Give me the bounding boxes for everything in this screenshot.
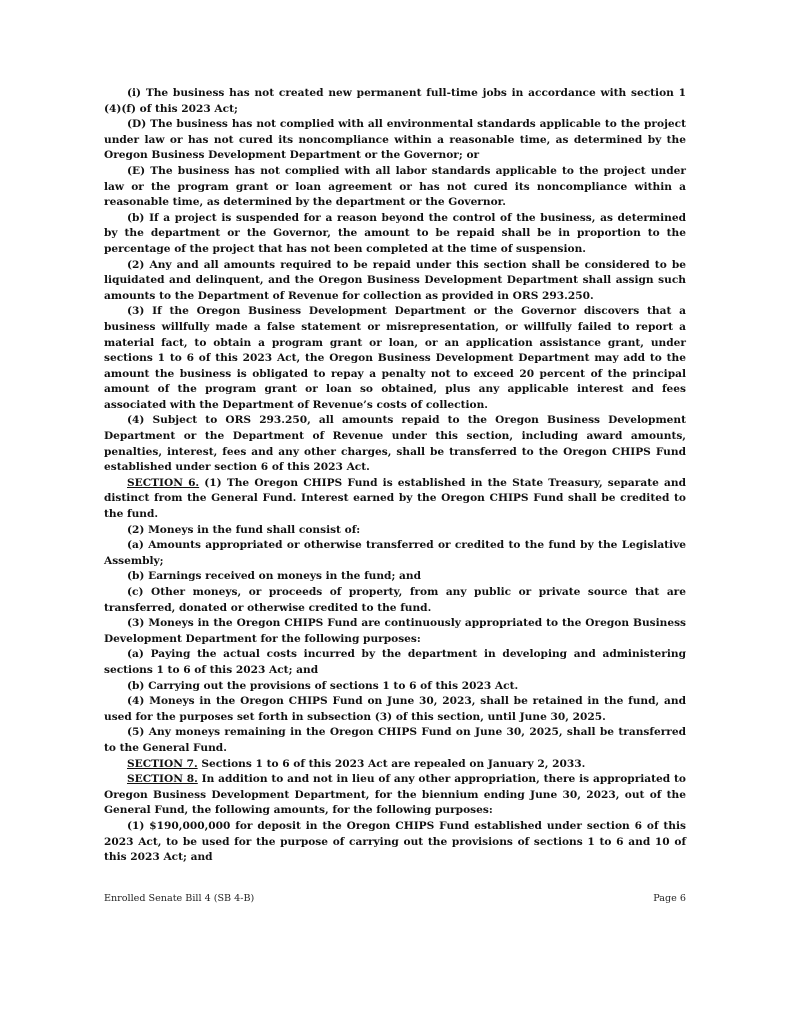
- section-heading: SECTION 8.: [127, 773, 198, 786]
- paragraph-text: (E) The business has not complied with all labor standards applicable to the project under law or the program grant or loan agreement or has not cured its noncompliance within a reasonable time, as determined by the department or the Governor.: [104, 164, 686, 209]
- paragraph-text: (4) Subject to ORS 293.250, all amounts repaid to the Oregon Business Development Department or the Department of Revenue under this section, including award amounts, penalties, interest, fees and any other charges, shall be transferred to the Oregon CHIPS Fund established under section 6 of this 2023 Act.: [104, 414, 686, 474]
- section-heading: SECTION 6.: [127, 476, 200, 489]
- section-paragraph: [104, 757, 686, 773]
- paragraph: [104, 413, 686, 475]
- paragraph: [104, 304, 686, 413]
- paragraph: [104, 616, 686, 647]
- paragraph-text: In addition to and not in lieu of any other appropriation, there is appropriated to Oregon Business Development Department, for the biennium ending June 30, 2023, out of the General Fund, the following amounts, for the following purposes:: [104, 773, 686, 817]
- section-paragraph: [104, 772, 686, 819]
- paragraph-text: (2) Any and all amounts required to be repaid under this section shall be considered to be liquidated and delinquent, and the Oregon Business Development Department shall assign such amounts to the Department of Revenue for collection as provided in ORS 293.250.: [104, 258, 686, 302]
- paragraph-text: (3) If the Oregon Business Development Department or the Governor discovers that a business willfully made a false statement or misrepresentation, or willfully failed to report a material fact, to obtain a program grant or loan, or an application assistance grant, under sections 1 to 6 of this 2023 Act, the Oregon Business Development Department may add to the amount the business is obligated to repay a penalty not to exceed 20 percent of the principal amount of the program grant or loan so obtained, plus any applicable interest and fees associated with the Department of Revenue’s costs of collection.: [104, 305, 686, 411]
- paragraph: [104, 585, 686, 616]
- paragraph-text: (1) The Oregon CHIPS Fund is established in the State Treasury, separate and distinct from the General Fund. Interest earned by the Oregon CHIPS Fund shall be credited to the fund.: [104, 476, 686, 521]
- paragraph: [104, 258, 686, 305]
- paragraph-text: (b) Carrying out the provisions of sections 1 to 6 of this 2023 Act.: [127, 679, 519, 692]
- paragraph-text: (a) Paying the actual costs incurred by the department in developing and administering sections 1 to 6 of this 2023 Act; and: [104, 648, 686, 676]
- section-heading: SECTION 7.: [127, 757, 198, 770]
- paragraph: [104, 694, 686, 725]
- paragraph: [104, 211, 686, 258]
- paragraph-text: (D) The business has not complied with all environmental standards applicable to the project under law or has not cured its noncompliance within a reasonable time, as determined by the Oregon Business Development Department or the Governor; or: [104, 118, 686, 162]
- paragraph: [104, 86, 686, 117]
- paragraph: [104, 725, 686, 756]
- paragraph-text: (2) Moneys in the fund shall consist of:: [127, 523, 361, 536]
- document-page: [104, 86, 686, 866]
- paragraph-text: (b) Earnings received on moneys in the fund; and: [127, 570, 422, 583]
- paragraph: [104, 164, 686, 211]
- paragraph: [104, 679, 686, 695]
- paragraph-text: (c) Other moneys, or proceeds of property, from any public or private source that are transferred, donated or otherwise credited to the fund.: [104, 586, 686, 614]
- paragraph: [104, 569, 686, 585]
- paragraph-text: (5) Any moneys remaining in the Oregon CHIPS Fund on June 30, 2025, shall be transferred to the General Fund.: [104, 726, 686, 754]
- paragraph-text: (4) Moneys in the Oregon CHIPS Fund on June 30, 2023, shall be retained in the fund, and used for the purposes set forth in subsection (3) of this section, until June 30, 2025.: [104, 695, 686, 723]
- paragraph-text: (i) The business has not created new permanent full-time jobs in accordance with section 1 (4)(f) of this 2023 Act;: [104, 87, 686, 115]
- paragraph-text: (b) If a project is suspended for a reason beyond the control of the business, as determined by the department or the Governor, the amount to be repaid shall be in proportion to the percentage of the project that has not been completed at the time of suspension.: [104, 211, 686, 255]
- paragraph: [104, 523, 686, 539]
- paragraph: [104, 647, 686, 678]
- paragraph-text: (1) $190,000,000 for deposit in the Oregon CHIPS Fund established under section 6 of this 2023 Act, to be used for the purpose of carrying out the provisions of sections 1 to 6 and 10 of this 2023 Act; and: [104, 819, 686, 864]
- footer-page-number: Page 6: [653, 893, 686, 904]
- section-paragraph: [104, 476, 686, 523]
- paragraph: [104, 117, 686, 164]
- paragraph: [104, 819, 686, 866]
- paragraph-text: Sections 1 to 6 of this 2023 Act are repealed on January 2, 2033.: [201, 757, 586, 770]
- footer-bill-title: Enrolled Senate Bill 4 (SB 4-B): [104, 893, 255, 904]
- document-body: [104, 86, 686, 866]
- page-footer: [104, 893, 686, 904]
- paragraph-text: (a) Amounts appropriated or otherwise transferred or credited to the fund by the Legislative Assembly;: [104, 539, 686, 567]
- paragraph: [104, 538, 686, 569]
- paragraph-text: (3) Moneys in the Oregon CHIPS Fund are continuously appropriated to the Oregon Business Development Department for the following purposes:: [104, 617, 686, 645]
